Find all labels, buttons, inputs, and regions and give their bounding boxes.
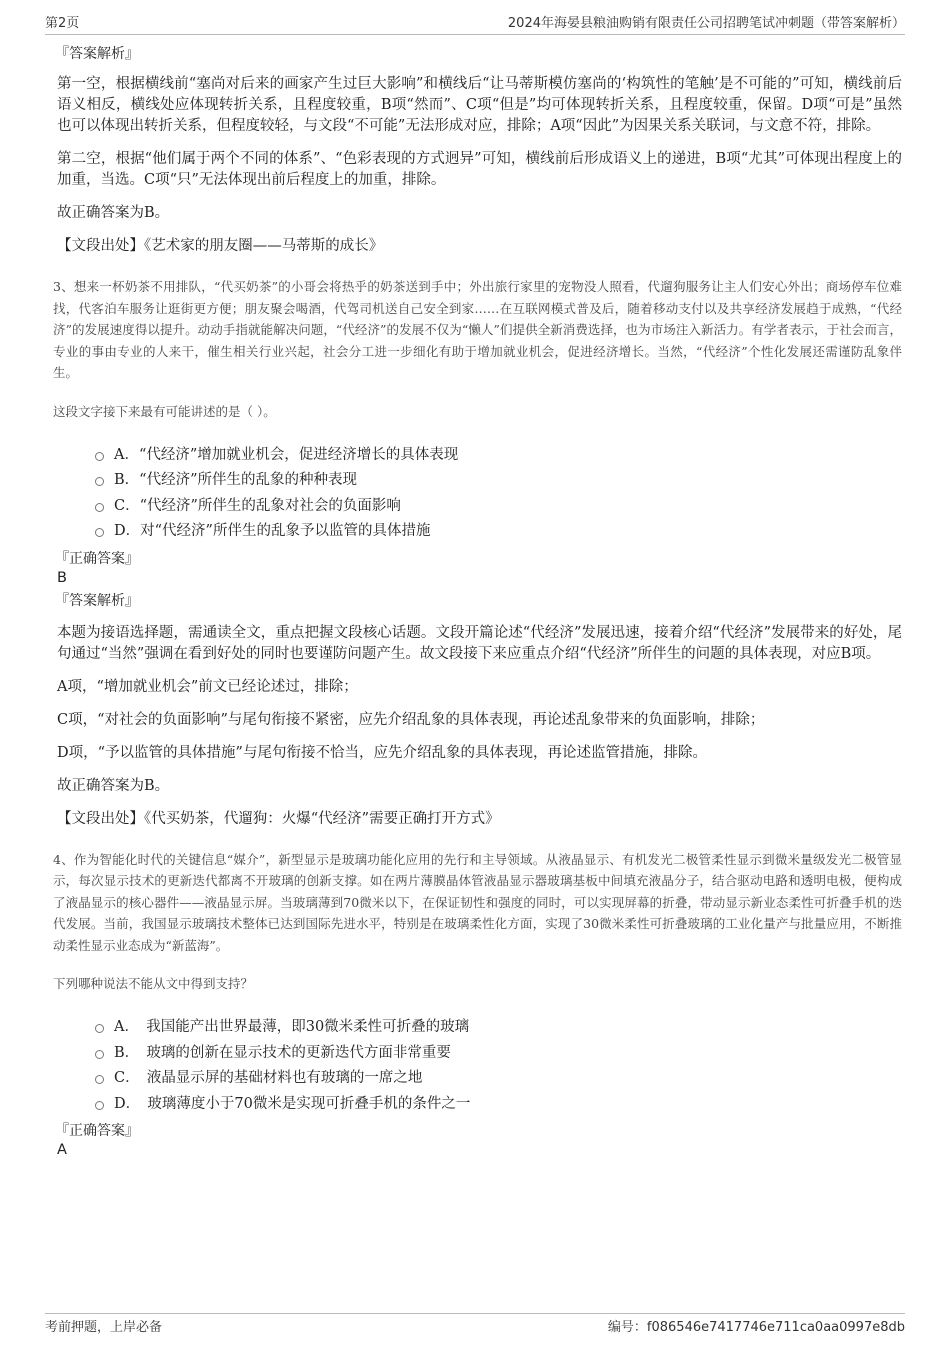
page-header	[45, 12, 905, 35]
q2-analysis-conclusion: 故正确答案为B。	[57, 205, 170, 221]
q3-source: 【文段出处】《代买奶茶，代遛狗：火爆“代经济”需要正确打开方式》	[57, 810, 500, 827]
q4-answer: A	[57, 1142, 67, 1158]
radio-icon[interactable]	[95, 1075, 104, 1084]
q3-analysis-label: 『答案解析』	[55, 592, 139, 609]
radio-icon[interactable]	[95, 452, 104, 461]
q2-analysis-para-2: 第二空，根据“他们属于两个不同的体系”、“色彩表现的方式迥异”可知，横线前后形成语义上的递进，B项“尤其”可体现出程度上的加重，当选。C项“只”无法体现出前后程度上的加重，排除。	[57, 151, 902, 188]
q3-analysis-para-1: 本题为接语选择题，需通读全文，重点把握文段核心话题。文段开篇论述“代经济”发展迅速，接着介绍“代经济”发展带来的好处，尾句通过“当然”强调在看到好处的同时也要谨防问题产生。故文段接下来应重点介绍“代经济”所伴生的问题的具体表现，对应B项。	[57, 624, 902, 662]
q2-analysis-label: 『答案解析』	[55, 46, 139, 62]
radio-icon[interactable]	[95, 503, 104, 512]
q4-text: 4、作为智能化时代的关键信息“媒介”，新型显示是玻璃功能化应用的先行和主导领域。从液晶显示、有机发光二极管柔性显示到微米量级发光二极管显示，每次显示技术的更新迭代都离不开玻璃的创新支撑。如在两片薄膜晶体管液晶显示器玻璃基板中间填充液晶分子，结合驱动电路和透明电极，便构成了液晶显示的核心器件——液晶显示屏。当玻璃薄到70微米以下，在保证韧性和强度的同时，可以实现屏幕的折叠，带动显示新业态柔性可折叠手机的迭代发展。当前，我国显示玻璃技术整体已达到国际先进水平，特别是在玻璃柔性化方面，实现了30微米柔性可折叠玻璃的工业化量产与批量应用，不断推动柔性显示业态成为“新蓝海”。	[53, 851, 902, 953]
q3-options	[95, 441, 902, 543]
q3-option-d[interactable]: D．对“代经济”所伴生的乱象予以监管的具体措施	[95, 517, 902, 543]
q3-option-b[interactable]: B．“代经济”所伴生的乱象的种种表现	[95, 466, 902, 492]
q3-prompt: 这段文字接下来最有可能讲述的是（ ）。	[53, 403, 276, 419]
q3-option-c[interactable]: C．“代经济”所伴生的乱象对社会的负面影响	[95, 492, 902, 518]
q4-option-a[interactable]: A． 我国能产出世界最薄，即30微米柔性可折叠的玻璃	[95, 1013, 902, 1039]
radio-icon[interactable]	[95, 1024, 104, 1033]
q3-analysis-para-2: A项，“增加就业机会”前文已经论述过，排除；	[57, 678, 358, 695]
q3-text: 3、想来一杯奶茶不用排队，“代买奶茶”的小哥会将热乎的奶茶送到手中；外出旅行家里的宠物没人照看，代遛狗服务让主人们安心外出；商场停车位难找，代客泊车服务让逛街更方便；朋友聚会喝酒，代驾司机送自己安全到家……在互联网模式普及后，随着移动支付以及共享经济发展趋于成熟，“代经济”的发展速度得以提升。动动手指就能解决问题，“代经济”的发展不仅为“懒人”们提供全新消费选择，也为市场注入新活力。有学者表示，于社会而言，专业的事由专业的人来干，催生相关行业兴起，社会分工进一步细化有助于增加就业机会，促进经济增长。当然，“代经济”个性化发展还需谨防乱象伴生。	[53, 279, 902, 380]
q2-analysis-para-1: 第一空，根据横线前“塞尚对后来的画家产生过巨大影响”和横线后“让马蒂斯模仿塞尚的‘构筑性的笔触’是不可能的”可知，横线前后语义相反，横线处应体现转折关系，且程度较重，B项“然而”、C项“但是”均可体现转折关系，且程度较重，保留。D项“可是”虽然也可以体现出转折关系，但程度较轻，与文段“不可能”无法形成对应，排除；A项“因此”为因果关系关联词，与文意不符，排除。	[57, 76, 902, 134]
q4-option-c[interactable]: C． 液晶显示屏的基础材料也有玻璃的一席之地	[95, 1064, 902, 1090]
document-title: 2024年海晏县粮油购销有限责任公司招聘笔试冲刺题（带答案解析）	[507, 16, 905, 31]
q4-option-b[interactable]: B． 玻璃的创新在显示技术的更新迭代方面非常重要	[95, 1039, 902, 1065]
q2-source: 【文段出处】《艺术家的朋友圈——马蒂斯的成长》	[57, 238, 384, 254]
radio-icon[interactable]	[95, 477, 104, 486]
footer-slogan: 考前押题，上岸必备	[45, 1320, 163, 1335]
q3-analysis-conclusion: 故正确答案为B。	[57, 777, 170, 794]
q4-options	[95, 1013, 902, 1115]
q3-analysis-para-4: D项，“予以监管的具体措施”与尾句衔接不恰当，应先介绍乱象的具体表现，再论述监管措施，排除。	[57, 744, 707, 761]
radio-icon[interactable]	[95, 1050, 104, 1059]
page-content	[55, 44, 902, 1163]
radio-icon[interactable]	[95, 1101, 104, 1110]
q4-option-d[interactable]: D． 玻璃薄度小于70微米是实现可折叠手机的条件之一	[95, 1090, 902, 1116]
q4-prompt: 下列哪种说法不能从文中得到支持？	[53, 976, 254, 991]
page-number: 第2页	[45, 16, 80, 31]
q3-answer-label: 『正确答案』	[55, 550, 139, 567]
q3-answer: B	[57, 569, 67, 586]
page-footer	[45, 1313, 905, 1336]
q4-answer-label: 『正确答案』	[55, 1123, 139, 1139]
q3-option-a[interactable]: A．“代经济”增加就业机会，促进经济增长的具体表现	[95, 441, 902, 467]
radio-icon[interactable]	[95, 528, 104, 537]
footer-document-id: 编号：f086546e7417746e711ca0aa0997e8db	[607, 1320, 905, 1335]
q3-analysis-para-3: C项，“对社会的负面影响”与尾句衔接不紧密，应先介绍乱象的具体表现，再论述乱象带来的负面影响，排除；	[57, 711, 765, 728]
